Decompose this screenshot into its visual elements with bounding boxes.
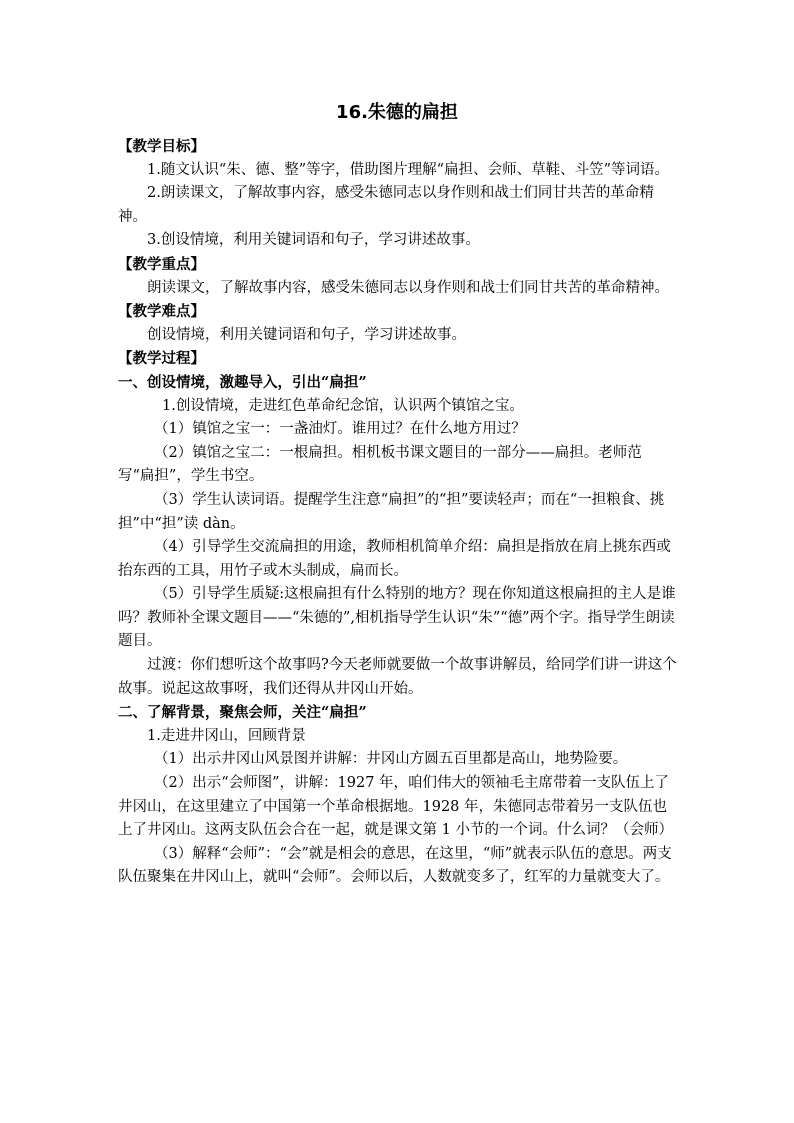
part1-item: （2）镇馆之宝二：一根扁担。相机板书课文题目的一部分——扁担。老师范写“扁担”，学生书空。	[118, 444, 642, 485]
document-body	[118, 135, 678, 890]
part2-step: 1.走进井冈山，回顾背景	[147, 727, 306, 744]
part1-heading: 一、创设情境，激趣导入，引出“扁担”	[118, 373, 367, 391]
objective-item: 3.创设情境，利用关键词语和句子，学习讲述故事。	[147, 232, 480, 249]
part2-item: （1）出示井冈山风景图并讲解：井冈山方圆五百里都是高山，地势险要。	[154, 751, 628, 768]
part2-heading: 二、了解背景，聚焦会师，关注“扁担”	[118, 704, 367, 722]
document-title: 16.朱德的扁担	[336, 102, 458, 123]
part1-item: （4）引导学生交流扁担的用途，教师相机简单介绍：扁担是指放在肩上挑东西或抬东西的工具，用竹子或木头制成，扁而长。	[118, 539, 671, 579]
key-points-heading: 【教学重点】	[118, 255, 205, 273]
difficulties-text: 创设情境，利用关键词语和句子，学习讲述故事。	[147, 326, 466, 343]
part1-item: （1）镇馆之宝一：一盏油灯。谁用过？在什么地方用过？	[154, 421, 526, 438]
part1-transition: 过渡：你们想听这个故事吗?今天老师就要做一个故事讲解员，给同学们讲一讲这个故事。说起这故事呀，我们还得从井冈山开始。	[118, 657, 677, 697]
objectives-heading: 【教学目标】	[118, 138, 205, 155]
difficulties-heading: 【教学难点】	[118, 303, 205, 321]
objective-item: 2.朗读课文，了解故事内容，感受朱德同志以身作则和战士们同甘共苦的革命精神。	[118, 185, 654, 225]
part2-item: （3）解释“会师”：“会”就是相会的意思，在这里，“师”就表示队伍的意思。两支队伍聚集在井冈山上，就叫“会师”。会师以后，人数就变多了，红军的力量就变大了。	[118, 845, 672, 886]
part1-item: （3）学生认读词语。提醒学生注意“扁担”的“担”要读轻声；而在“一担粮食、挑担”中“担”读 dàn。	[118, 491, 665, 532]
part1-step: 1.创设情境，走进红色革命纪念馆，认识两个镇馆之宝。	[162, 397, 524, 414]
objective-item: 1.随文认识“朱、德、整”等字，借助图片理解“扁担、会师、草鞋、斗笠”等词语。	[147, 161, 669, 178]
part2-item: （2）出示“会师图”，讲解：1927 年，咱们伟大的领袖毛主席带着一支队伍上了井冈山，在这里建立了中国第一个革命根据地。1928 年，朱德同志带着另一支队伍也上了井冈山。这两支队伍会合在一起，就是课文第 1 小节的一个词。什么词？（会师）	[118, 775, 673, 839]
key-points-text: 朗读课文，了解故事内容，感受朱德同志以身作则和战士们同甘共苦的革命精神。	[147, 279, 669, 296]
part1-item: （5）引导学生质疑:这根扁担有什么特别的地方？现在你知道这根扁担的主人是谁吗？教师补全课文题目——“朱德的”,相机指导学生认识“朱”“德”两个字。指导学生朗读题目。	[118, 586, 676, 650]
process-heading: 【教学过程】	[118, 350, 205, 368]
